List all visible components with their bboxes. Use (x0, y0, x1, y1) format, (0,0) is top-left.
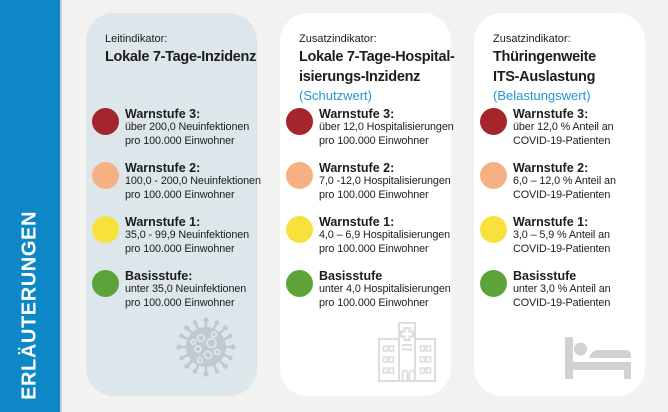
card-kicker: Zusatzindikator: (493, 33, 571, 45)
sidebar-tab-label: ERLÄUTERUNGEN (18, 211, 41, 400)
indicator-cards (86, 13, 645, 396)
level-warnstufe-1: Warnstufe 1: 4,0 – 6,9 Hospitalisierungen pro 100.000 Einwohner (286, 215, 441, 256)
level-warnstufe-2: Warnstufe 2: 6,0 – 12,0 % Anteil an COVID-19-Patienten (480, 161, 635, 202)
hospital-icon (376, 321, 438, 388)
level-warnstufe-1: Warnstufe 1: 35,0 - 99,9 Neuinfektionen pro 100.000 Einwohner (92, 215, 247, 256)
basisstufe-dot (286, 270, 313, 297)
card-title: Lokale 7-Tage-Inzidenz (105, 49, 257, 65)
warnstufe-2-dot (92, 162, 119, 189)
card-kicker: Leitindikator: (105, 33, 168, 45)
card-subtitle: (Schutzwert) (299, 88, 372, 103)
card-header (105, 33, 257, 107)
sidebar-tab-erlaeuterungen[interactable] (0, 0, 60, 412)
level-warnstufe-3: Warnstufe 3: über 12,0 % Anteil an COVID-19-Patienten (480, 107, 635, 148)
level-list (92, 107, 261, 310)
card-7-tage-inzidenz (86, 13, 261, 396)
level-list (480, 107, 635, 310)
level-warnstufe-1: Warnstufe 1: 3,0 – 5,9 % Anteil an COVID-19-Patienten (480, 215, 635, 256)
warnstufe-2-dot (286, 162, 313, 189)
card-title: Lokale 7-Tage-Hospital- isierungs-Inzidenz (299, 49, 455, 85)
card-kicker: Zusatzindikator: (299, 33, 377, 45)
virus-icon (175, 316, 237, 383)
hospital-bed-icon (563, 337, 633, 384)
level-list (286, 107, 454, 310)
warnstufe-1-dot (286, 216, 313, 243)
card-title: Thüringenweite ITS-Auslastung (493, 49, 596, 85)
basisstufe-dot (92, 270, 119, 297)
warnstufe-2-dot (480, 162, 507, 189)
warnstufe-3-dot (480, 108, 507, 135)
level-basisstufe: Basisstufe unter 4,0 Hospitalisierungen pro 100.000 Einwohner (286, 269, 441, 310)
card-hospitalisierungs-inzidenz (280, 13, 455, 396)
warnstufe-1-dot (480, 216, 507, 243)
level-warnstufe-3: Warnstufe 3: über 12,0 Hospitalisierungen pro 100.000 Einwohner (286, 107, 441, 148)
warnstufe-3-dot (286, 108, 313, 135)
warnstufe-3-dot (92, 108, 119, 135)
level-warnstufe-2: Warnstufe 2: 100,0 - 200,0 Neuinfektionen pro 100.000 Einwohner (92, 161, 247, 202)
level-basisstufe: Basisstufe: unter 35,0 Neuinfektionen pro 100.000 Einwohner (92, 269, 247, 310)
level-warnstufe-3: Warnstufe 3: über 200,0 Neuinfektionen pro 100.000 Einwohner (92, 107, 247, 148)
card-subtitle: (Belastungswert) (493, 88, 591, 103)
level-warnstufe-2: Warnstufe 2: 7,0 -12,0 Hospitalisierungen pro 100.000 Einwohner (286, 161, 441, 202)
card-its-auslastung (474, 13, 645, 396)
warnstufe-1-dot (92, 216, 119, 243)
card-header (493, 33, 635, 107)
level-basisstufe: Basisstufe unter 3,0 % Anteil an COVID-19-Patienten (480, 269, 635, 310)
basisstufe-dot (480, 270, 507, 297)
card-header (299, 33, 455, 107)
